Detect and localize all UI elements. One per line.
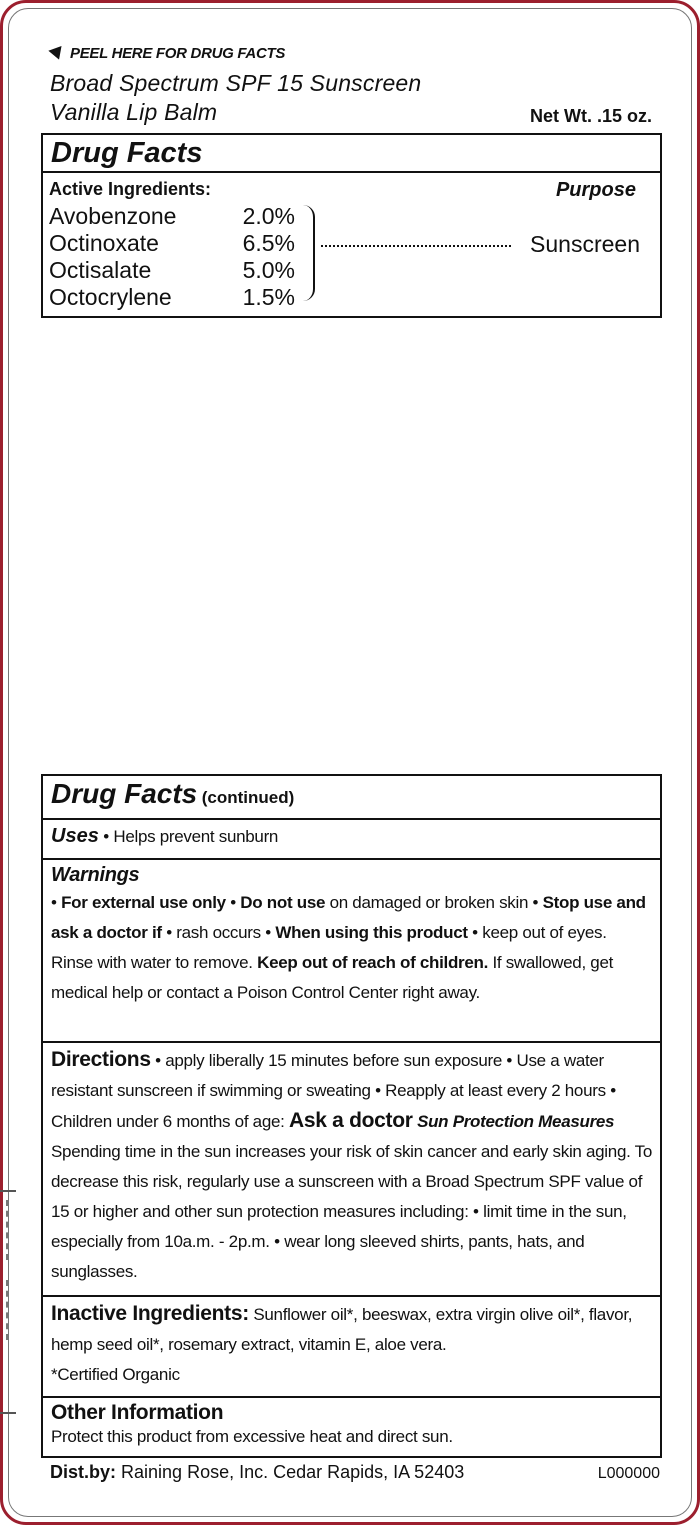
warn-stop-text: • rash occurs •: [166, 923, 271, 942]
inactive-section: [43, 1297, 660, 1398]
active-ingredients-heading: Active Ingredients:: [49, 179, 212, 199]
ingredient-row: [49, 284, 295, 311]
peel-text: PEEL HERE FOR DRUG FACTS: [70, 45, 286, 62]
lot-code: L000000: [597, 1465, 660, 1482]
warn-when-text: • keep out of eyes. Rinse with water to remove.: [51, 923, 607, 972]
ingredient-row: [49, 203, 295, 230]
directions-heading: Directions: [51, 1048, 151, 1071]
ingredient-percent: 5.0%: [242, 257, 295, 283]
warnings-heading: Warnings: [51, 864, 140, 886]
peel-arrow-icon: [48, 45, 65, 61]
cut-mark-bottom: [0, 1412, 16, 1414]
drug-facts-box: [41, 133, 662, 318]
product-name-line2: Vanilla Lip Balm: [50, 99, 218, 125]
distributor-text: Raining Rose, Inc. Cedar Rapids, IA 52403: [121, 1462, 465, 1482]
directions-text: • apply liberally 15 minutes before sun exposure • Use a water resistant sunscreen if swimming or sweating • Reapply at least every 2 hours • Children under 6 months of age:: [51, 1051, 616, 1131]
cut-mark-top: [0, 1190, 16, 1192]
other-info-heading: Other Information: [51, 1401, 224, 1424]
directions-section: [43, 1043, 660, 1297]
continued-title: Drug Facts: [51, 778, 198, 809]
warn-keep-out-text: If swallowed, get medical help or contact a Poison Control Center right away.: [51, 953, 614, 1002]
ingredient-name: Octocrylene: [49, 284, 172, 310]
other-info-text: Protect this product from excessive heat and direct sun.: [51, 1427, 453, 1446]
ingredient-percent: 2.0%: [242, 203, 295, 229]
cut-dash-2: [6, 1280, 8, 1340]
sun-protection-text: Spending time in the sun increases your risk of skin cancer and early skin aging. To decrease this risk, regularly use a sunscreen with a Broad Spectrum SPF value of 15 or higher and other sun protection measures including: • limit time in the sun, especially from 10a.m. - 2p.m. • wear long sleeved shirts, pants, hats, and sunglasses.: [51, 1142, 652, 1281]
continued-title-row: [43, 776, 660, 820]
warnings-section: Warnings • For external use only • Do not use on damaged or broken skin • Stop use and ask a doctor if • rash occurs • When using this product • keep out of eyes. Rinse with water to remove. Keep out of reach of children. If swallowed, get medical help or contact a Poison Control Center right away.: [43, 860, 660, 1043]
drug-facts-continued-box: [41, 774, 662, 1458]
uses-text: • Helps prevent sunburn: [103, 827, 279, 846]
warn-stop: Stop use and ask a doctor if: [51, 893, 646, 942]
warn-when: When using this product: [275, 923, 468, 942]
ingredients-brace: [303, 205, 315, 301]
warn-do-not-use: Do not use: [240, 893, 326, 912]
inactive-heading: Inactive Ingredients:: [51, 1302, 249, 1325]
ingredient-row: [49, 230, 295, 257]
net-weight: Net Wt. .15 oz.: [529, 106, 652, 126]
distributor-label: Dist.by:: [50, 1462, 117, 1482]
purpose-heading: Purpose: [555, 179, 636, 201]
warn-do-not-use-text: on damaged or broken skin •: [329, 893, 539, 912]
uses-section: [43, 820, 660, 860]
drug-facts-title: Drug Facts: [43, 135, 660, 173]
inactive-note: *Certified Organic: [51, 1365, 180, 1384]
distributor-line: [50, 1462, 464, 1483]
dot-leader: [321, 245, 511, 247]
product-name-line1: Broad Spectrum SPF 15 Sunscreen: [50, 70, 422, 96]
continued-label: (continued): [201, 788, 295, 807]
ingredient-row: [49, 257, 295, 284]
cut-dash-1: [6, 1200, 8, 1260]
peel-instruction[interactable]: [50, 45, 285, 62]
uses-heading: Uses: [51, 825, 99, 847]
directions-ask-doctor: Ask a doctor: [289, 1109, 413, 1132]
purpose-value: Sunscreen: [530, 231, 640, 257]
warn-external: For external use only: [61, 893, 226, 912]
ingredient-percent: 6.5%: [242, 230, 295, 256]
ingredient-percent: 1.5%: [242, 284, 295, 310]
ingredient-name: Octisalate: [49, 257, 152, 283]
inactive-text: Sunflower oil*, beeswax, extra virgin olive oil*, flavor, hemp seed oil*, rosemary extract, vitamin E, aloe vera.: [51, 1305, 633, 1354]
ingredient-name: Octinoxate: [49, 230, 159, 256]
sun-protection-heading: Sun Protection Measures: [417, 1112, 615, 1131]
warn-keep-out: Keep out of reach of children.: [257, 953, 489, 972]
other-info-section: [43, 1398, 660, 1454]
ingredient-name: Avobenzone: [49, 203, 177, 229]
